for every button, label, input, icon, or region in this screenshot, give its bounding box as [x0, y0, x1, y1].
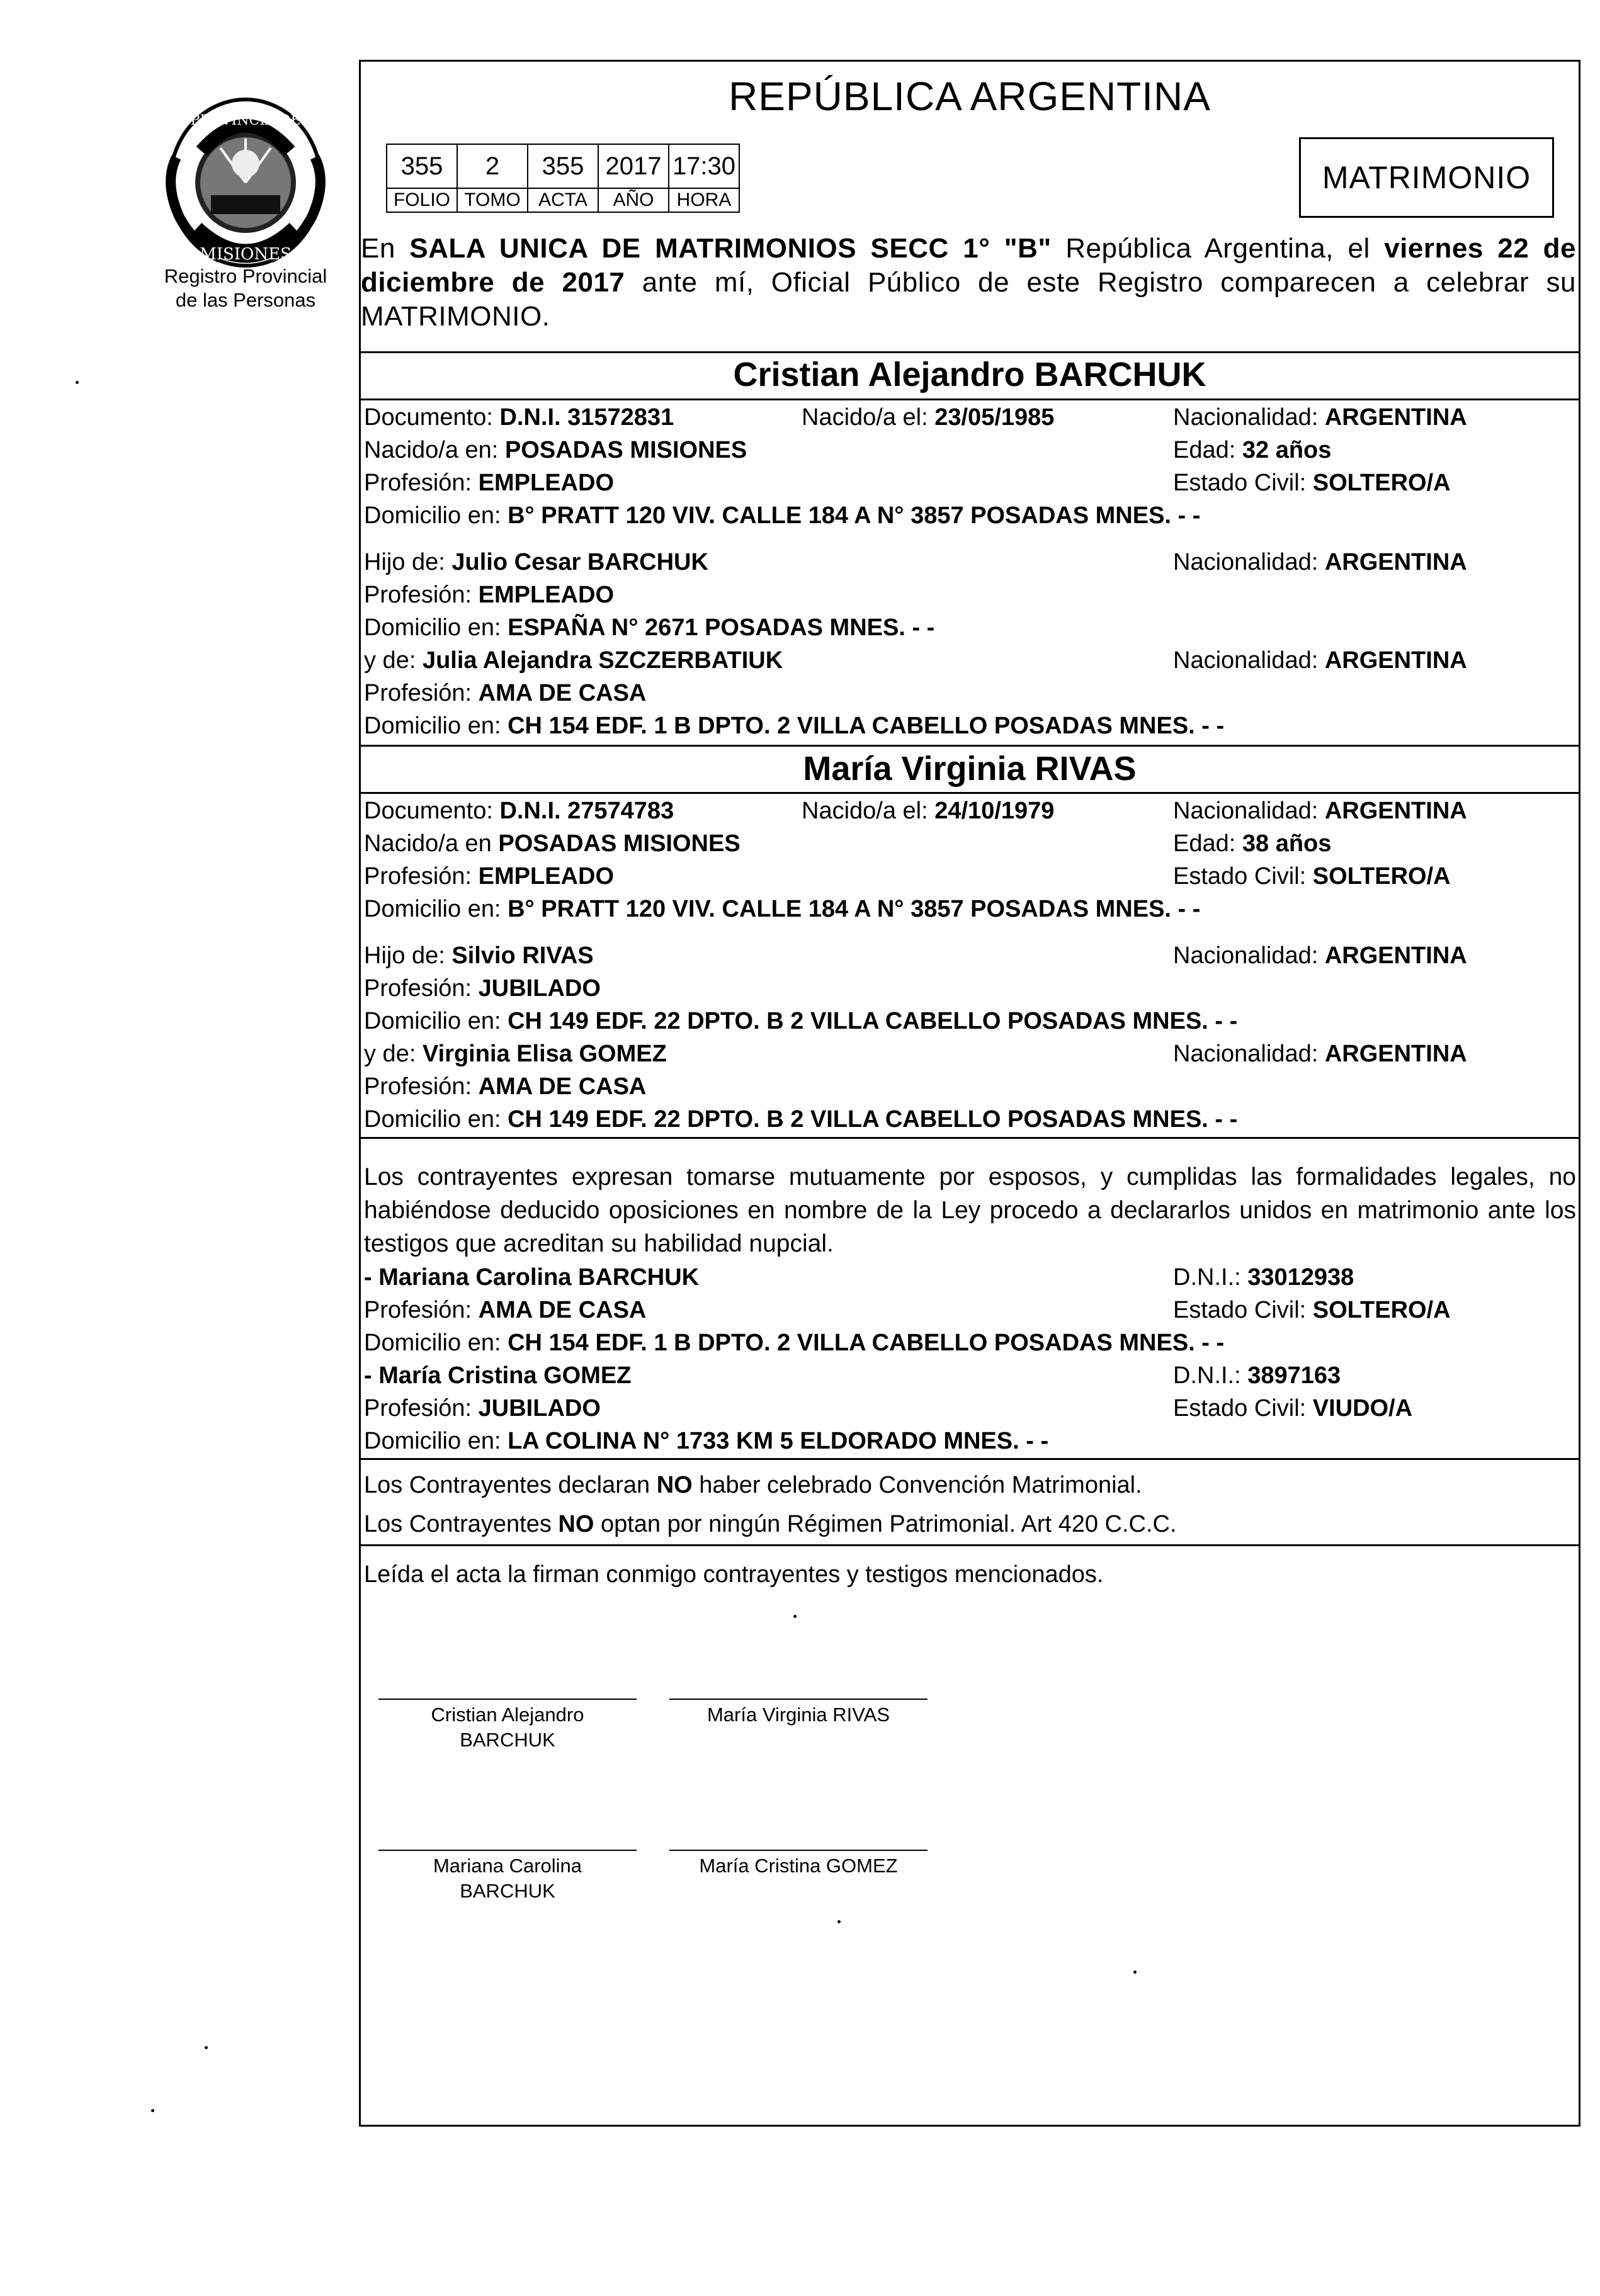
spouse2-address: Domicilio en: B° PRATT 120 VIV. CALLE 184 A N° 3857 POSADAS MNES. - - [364, 896, 1201, 922]
misiones-province-seal-logo [151, 88, 340, 277]
spouse1-birthdate: Nacido/a el: 23/05/1985 [802, 404, 1055, 431]
spouse2-nationality: Nacionalidad: ARGENTINA [1173, 798, 1467, 824]
intro-text-2: República Argentina, el [1051, 233, 1385, 264]
spouse2-mother-profession: Profesión: AMA DE CASA [364, 1073, 647, 1100]
scan-speck [837, 1920, 841, 1923]
intro-paragraph [361, 232, 1576, 334]
spouse1-nationality: Nacionalidad: ARGENTINA [1173, 404, 1467, 431]
spouse1-father-profession: Profesión: EMPLEADO [364, 582, 615, 608]
spouse2-mother: y de: Virginia Elisa GOMEZ [364, 1041, 667, 1067]
scan-speck [76, 381, 79, 384]
intro-text-3: ante mí, Oficial Público de este Registro comparecen a celebrar su MATRIMONIO. [361, 267, 1577, 332]
spouse1-age: Edad: 32 años [1173, 437, 1332, 463]
convention-line-1: Los Contrayentes declaran NO haber celebrado Convención Matrimonial. [364, 1472, 1142, 1498]
signature-line [378, 1850, 637, 1851]
tomo-label: TOMO [457, 188, 528, 212]
folio-label: FOLIO [387, 188, 457, 212]
registry-name [126, 264, 365, 312]
spouse1-mother-address: Domicilio en: CH 154 EDF. 1 B DPTO. 2 VILLA CABELLO POSADAS MNES. - - [364, 713, 1225, 739]
witness2-dni: D.N.I.: 3897163 [1173, 1362, 1341, 1389]
record-table [386, 144, 740, 213]
witness1-dni: D.N.I.: 33012938 [1173, 1264, 1354, 1291]
witness1-address: Domicilio en: CH 154 EDF. 1 B DPTO. 2 VILLA CABELLO POSADAS MNES. - - [364, 1330, 1225, 1356]
spouse2-civil-status: Estado Civil: SOLTERO/A [1173, 863, 1451, 890]
tomo-value: 2 [457, 144, 528, 188]
spouse2-father: Hijo de: Silvio RIVAS [364, 942, 594, 969]
intro-office: SALA UNICA DE MATRIMONIOS SECC 1° "B" [409, 233, 1052, 264]
signature-label-spouse1: Cristian Alejandro BARCHUK [431, 1704, 584, 1751]
spouse1-father: Hijo de: Julio Cesar BARCHUK [364, 549, 708, 575]
seal-top-text: PROVINCIA DE [190, 113, 301, 128]
divider [361, 745, 1579, 747]
spouse1-father-address: Domicilio en: ESPAÑA N° 2671 POSADAS MNES. - - [364, 614, 935, 641]
spouse2-mother-nationality: Nacionalidad: ARGENTINA [1173, 1041, 1467, 1067]
intro-date: viernes 22 de diciembre de 2017 [361, 233, 1576, 298]
scan-speck [205, 2046, 208, 2049]
divider [361, 1544, 1579, 1546]
seal-bottom-text: MISIONES [200, 245, 292, 264]
spouse1-mother-nationality: Nacionalidad: ARGENTINA [1173, 647, 1467, 674]
certificate-frame [359, 60, 1580, 2127]
signature-label-spouse2: María Virginia RIVAS [706, 1704, 890, 1726]
witness1-profession: Profesión: AMA DE CASA [364, 1297, 647, 1323]
spouse2-father-address: Domicilio en: CH 149 EDF. 22 DPTO. B 2 VILLA CABELLO POSADAS MNES. - - [364, 1008, 1238, 1034]
spouse2-profession: Profesión: EMPLEADO [364, 863, 615, 890]
spouse1-mother-profession: Profesión: AMA DE CASA [364, 680, 647, 706]
declaration-paragraph: Los contrayentes expresan tomarse mutuamente por esposos, y cumplidas las formalidades legales, no habiéndose deducido oposiciones en nombre de la Ley procedo a declararlos unidos en matrimonio ante los testigos que acreditan su habilidad nupcial. [364, 1163, 1576, 1257]
witness2-profession: Profesión: JUBILADO [364, 1395, 601, 1422]
signature-label-witness2: María Cristina GOMEZ [699, 1855, 898, 1877]
signature-line [669, 1699, 928, 1700]
witness2-civil-status: Estado Civil: VIUDO/A [1173, 1395, 1413, 1422]
spouse1-address: Domicilio en: B° PRATT 120 VIV. CALLE 184 A N° 3857 POSADAS MNES. - - [364, 502, 1201, 529]
ano-label: AÑO [598, 188, 669, 212]
act-type-box: MATRIMONIO [1299, 137, 1554, 218]
spouse2-birthdate: Nacido/a el: 24/10/1979 [802, 798, 1055, 824]
convention-line-2: Los Contrayentes NO optan por ningún Régimen Patrimonial. Art 420 C.C.C. [364, 1511, 1177, 1537]
divider [361, 1458, 1579, 1460]
spouse1-father-nationality: Nacionalidad: ARGENTINA [1173, 549, 1467, 575]
divider [361, 1137, 1579, 1139]
signature-label-witness1: Mariana Carolina BARCHUK [433, 1855, 582, 1902]
spouse2-father-nationality: Nacionalidad: ARGENTINA [1173, 942, 1467, 969]
witness2-name: - María Cristina GOMEZ [364, 1362, 632, 1389]
closing-statement: Leída el acta la firman conmigo contrayentes y testigos mencionados. [364, 1561, 1104, 1588]
spouse2-name: María Virginia RIVAS [803, 750, 1137, 788]
ano-value: 2017 [598, 144, 669, 188]
witness2-address: Domicilio en: LA COLINA N° 1733 KM 5 ELDORADO MNES. - - [364, 1428, 1049, 1454]
spouse1-mother: y de: Julia Alejandra SZCZERBATIUK [364, 647, 783, 674]
divider [361, 351, 1579, 353]
acta-value: 355 [528, 144, 598, 188]
divider [361, 399, 1579, 400]
scan-speck [793, 1615, 797, 1618]
spouse2-documento: Documento: D.N.I. 27574783 [364, 798, 674, 824]
spouse2-age: Edad: 38 años [1173, 830, 1332, 857]
spouse1-documento: Documento: D.N.I. 31572831 [364, 404, 674, 431]
hora-value: 17:30 [669, 144, 739, 188]
witness1-name: - Mariana Carolina BARCHUK [364, 1264, 700, 1291]
spouse1-birthplace: Nacido/a en: POSADAS MISIONES [364, 437, 747, 463]
folio-value: 355 [387, 144, 457, 188]
acta-label: ACTA [528, 188, 598, 212]
spouse2-father-profession: Profesión: JUBILADO [364, 975, 601, 1002]
signature-line [378, 1699, 637, 1700]
spouse1-civil-status: Estado Civil: SOLTERO/A [1173, 470, 1451, 496]
scan-speck [151, 2109, 154, 2112]
registry-line-1: Registro Provincial [164, 265, 327, 287]
registry-line-2: de las Personas [175, 289, 316, 311]
witness1-civil-status: Estado Civil: SOLTERO/A [1173, 1297, 1451, 1323]
intro-text-1: En [361, 233, 410, 264]
divider [361, 792, 1579, 794]
spouse2-mother-address: Domicilio en: CH 149 EDF. 22 DPTO. B 2 VILLA CABELLO POSADAS MNES. - - [364, 1106, 1238, 1133]
hora-label: HORA [669, 188, 739, 212]
spouse1-profession: Profesión: EMPLEADO [364, 470, 615, 496]
page-title: REPÚBLICA ARGENTINA [729, 74, 1211, 119]
scan-speck [1133, 1971, 1137, 1974]
spouse1-name: Cristian Alejandro BARCHUK [733, 356, 1206, 393]
spouse2-birthplace: Nacido/a en POSADAS MISIONES [364, 830, 740, 857]
signature-line [669, 1850, 928, 1851]
